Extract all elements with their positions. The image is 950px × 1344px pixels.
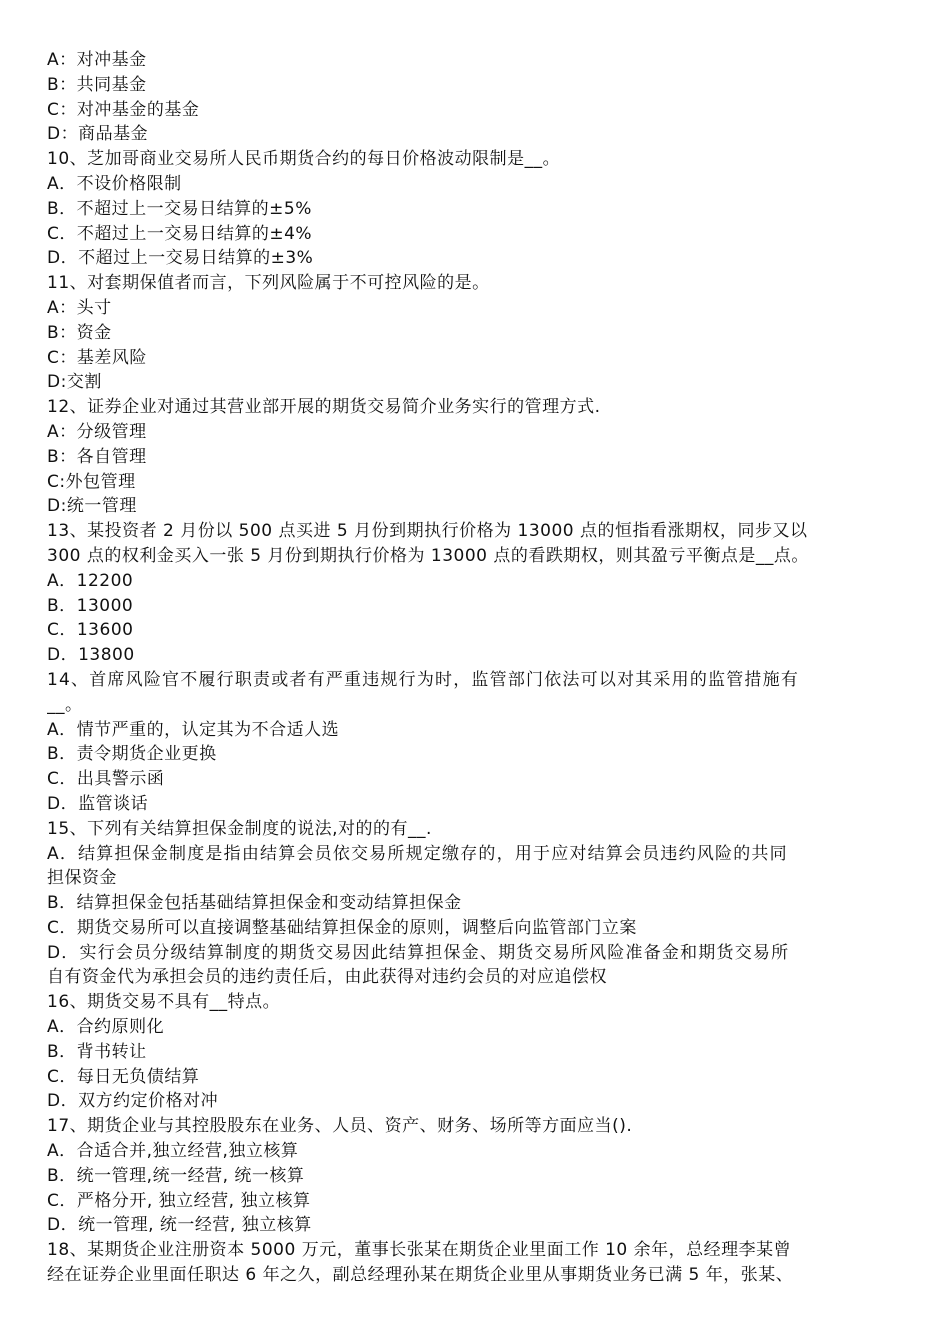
text-line: C．13600 bbox=[47, 620, 134, 641]
text-line: A：分级管理 bbox=[47, 421, 147, 442]
question-line: 17、期货企业与其控股股东在业务、人员、资产、财务、场所等方面应当(). bbox=[47, 1116, 633, 1137]
text-line: C．期货交易所可以直接调整基础结算担保金的原则，调整后向监管部门立案 bbox=[47, 917, 637, 938]
text-line: A．不设价格限制 bbox=[47, 173, 182, 194]
text-line: D．监管谈话 bbox=[47, 793, 149, 814]
text-line: B．统一管理,统一经营, 统一核算 bbox=[47, 1165, 305, 1186]
text-line: 自有资金代为承担会员的违约责任后，由此获得对违约会员的对应追偿权 bbox=[47, 967, 607, 988]
text-line: A：头寸 bbox=[47, 297, 112, 318]
text-line: 担保资金 bbox=[47, 868, 117, 889]
text-line: A．合适合并,独立经营,独立核算 bbox=[47, 1141, 299, 1162]
text-line: B：资金 bbox=[47, 322, 112, 343]
question-line: 13、某投资者 2 月份以 500 点买进 5 月份到期执行价格为 13000 点的恒指看涨期权，同步又以 bbox=[47, 521, 808, 542]
text-line: A．情节严重的，认定其为不合适人选 bbox=[47, 719, 340, 740]
text-line: B．责令期货企业更换 bbox=[47, 744, 217, 765]
text-line: C．不超过上一交易日结算的±4% bbox=[47, 223, 313, 244]
text-line: __。 bbox=[47, 694, 83, 715]
text-line: D．统一管理, 统一经营, 独立核算 bbox=[47, 1215, 312, 1236]
text-line: A．合约原则化 bbox=[47, 1017, 165, 1038]
question-line: 12、证券企业对通过其营业部开展的期货交易简介业务实行的管理方式. bbox=[47, 397, 601, 418]
question-line: 10、芝加哥商业交易所人民币期货合约的每日价格波动限制是__。 bbox=[47, 149, 561, 170]
text-line: 300 点的权利金买入一张 5 月份到期执行价格为 13000 点的看跌期权，则其盈亏平衡点是__点。 bbox=[47, 545, 809, 566]
text-line: B：各自管理 bbox=[47, 446, 147, 467]
text-line: B：共同基金 bbox=[47, 74, 147, 95]
text-line: D．实行会员分级结算制度的期货交易因此结算担保金、期货交易所风险准备金和期货交易所 bbox=[47, 942, 790, 963]
text-line: D:交割 bbox=[47, 372, 102, 393]
question-line: 14、首席风险官不履行职责或者有严重违规行为时，监管部门依法可以对其采用的监管措施有 bbox=[47, 669, 800, 690]
question-line: 16、期货交易不具有__特点。 bbox=[47, 992, 281, 1013]
text-line: B．结算担保金包括基础结算担保金和变动结算担保金 bbox=[47, 893, 462, 914]
text-line: B．13000 bbox=[47, 595, 134, 616]
question-line: 11、对套期保值者而言，下列风险属于不可控风险的是。 bbox=[47, 273, 490, 294]
text-line: D．13800 bbox=[47, 645, 135, 666]
question-line: 15、下列有关结算担保金制度的说法,对的的有__. bbox=[47, 818, 432, 839]
text-line: C:外包管理 bbox=[47, 471, 136, 492]
text-line: D:统一管理 bbox=[47, 496, 137, 517]
text-line: C：对冲基金的基金 bbox=[47, 99, 200, 120]
text-line: C．出具警示函 bbox=[47, 769, 165, 790]
text-line: B．不超过上一交易日结算的±5% bbox=[47, 198, 312, 219]
text-line: D：商品基金 bbox=[47, 124, 149, 145]
text-line: C．每日无负债结算 bbox=[47, 1066, 200, 1087]
text-line: A．结算担保金制度是指由结算会员依交易所规定缴存的，用于应对结算会员违约风险的共同 bbox=[47, 843, 788, 864]
text-line: 经在证券企业里面任职达 6 年之久，副总经理孙某在期货企业里从事期货业务已满 5 年，张某、 bbox=[47, 1265, 794, 1286]
document-page bbox=[47, 48, 909, 1288]
text-line: C．严格分开, 独立经营, 独立核算 bbox=[47, 1190, 311, 1211]
text-line: B．背书转让 bbox=[47, 1041, 147, 1062]
text-line: A．12200 bbox=[47, 570, 134, 591]
question-line: 18、某期货企业注册资本 5000 万元，董事长张某在期货企业里面工作 10 余年，总经理李某曾 bbox=[47, 1240, 792, 1261]
text-line: A：对冲基金 bbox=[47, 50, 147, 70]
text-line: C：基差风险 bbox=[47, 347, 147, 368]
text-line: D．双方约定价格对冲 bbox=[47, 1091, 219, 1112]
text-line: D．不超过上一交易日结算的±3% bbox=[47, 248, 314, 269]
